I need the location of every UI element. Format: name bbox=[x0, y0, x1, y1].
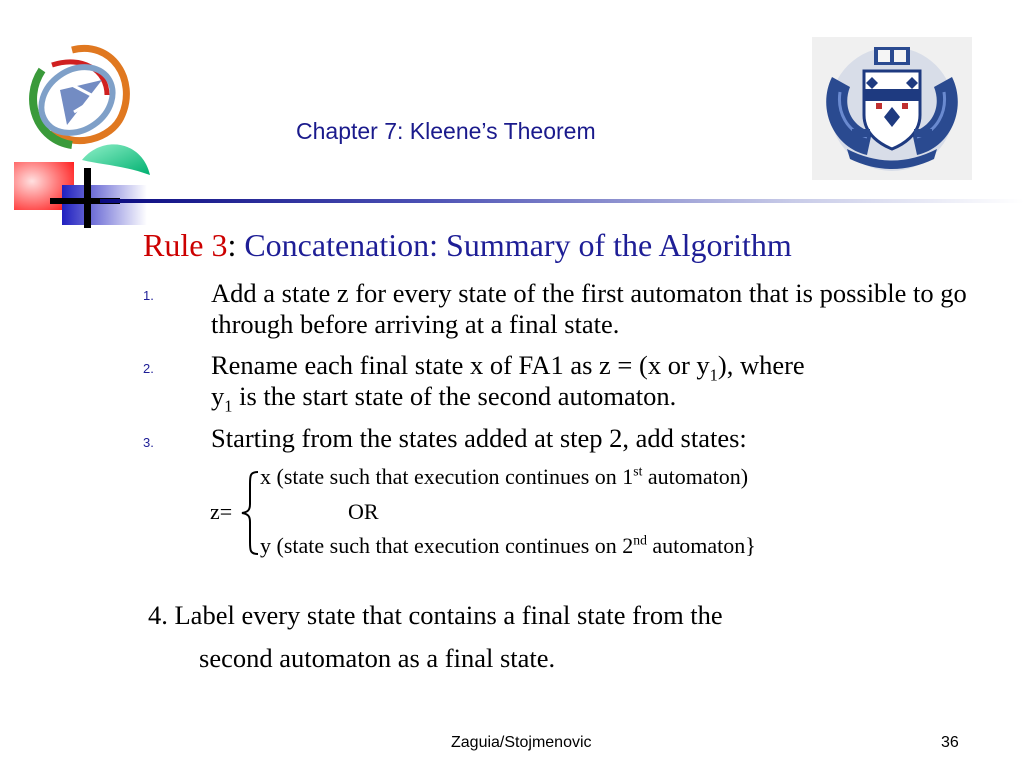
z-option-text: automaton} bbox=[646, 533, 756, 558]
z-or: OR bbox=[348, 499, 379, 524]
list-item-4-line1: 4. Label every state that contains a final state from the bbox=[148, 600, 723, 630]
item-number: 2. bbox=[143, 361, 154, 376]
rule-topic: Concatenation: Summary of the Algorithm bbox=[244, 227, 792, 263]
z-option-y bbox=[260, 533, 756, 559]
z-label: z= bbox=[210, 499, 233, 524]
z-option-text: automaton) bbox=[642, 464, 749, 489]
slide-title bbox=[143, 227, 792, 264]
item-text: ), where bbox=[717, 350, 805, 380]
page-number: 36 bbox=[941, 734, 959, 751]
item-number: 1. bbox=[143, 288, 154, 303]
list-item: Add a state z for every state of the first automaton that is possible to go through before arriving at a final state. bbox=[211, 278, 967, 339]
item-text: y bbox=[211, 381, 225, 411]
item-text: is the start state of the second automaton. bbox=[232, 381, 677, 411]
chapter-title: Chapter 7: Kleene’s Theorem bbox=[296, 118, 596, 144]
item-number: 3. bbox=[143, 435, 154, 450]
superscript: nd bbox=[633, 532, 647, 548]
list-item bbox=[211, 350, 1011, 416]
list-item: Starting from the states added at step 2, add states: bbox=[211, 423, 747, 453]
university-crest bbox=[812, 37, 972, 180]
z-option-x bbox=[260, 464, 748, 490]
superscript: st bbox=[633, 463, 643, 479]
header-divider bbox=[100, 199, 1024, 203]
item-text: Rename each final state x of FA1 as z = (x or y bbox=[211, 350, 710, 380]
subscript: 1 bbox=[224, 396, 233, 416]
footer-author: Zaguia/Stojmenovic bbox=[451, 734, 592, 751]
list-item-4-line2: second automaton as a final state. bbox=[199, 643, 556, 673]
subscript: 1 bbox=[709, 365, 718, 385]
z-option-text: x (state such that execution continues on 1 bbox=[260, 464, 634, 489]
title-colon: : bbox=[227, 227, 237, 263]
rule-label: Rule 3 bbox=[143, 227, 228, 263]
z-option-text: y (state such that execution continues on 2 bbox=[260, 533, 634, 558]
curly-brace bbox=[238, 470, 262, 556]
